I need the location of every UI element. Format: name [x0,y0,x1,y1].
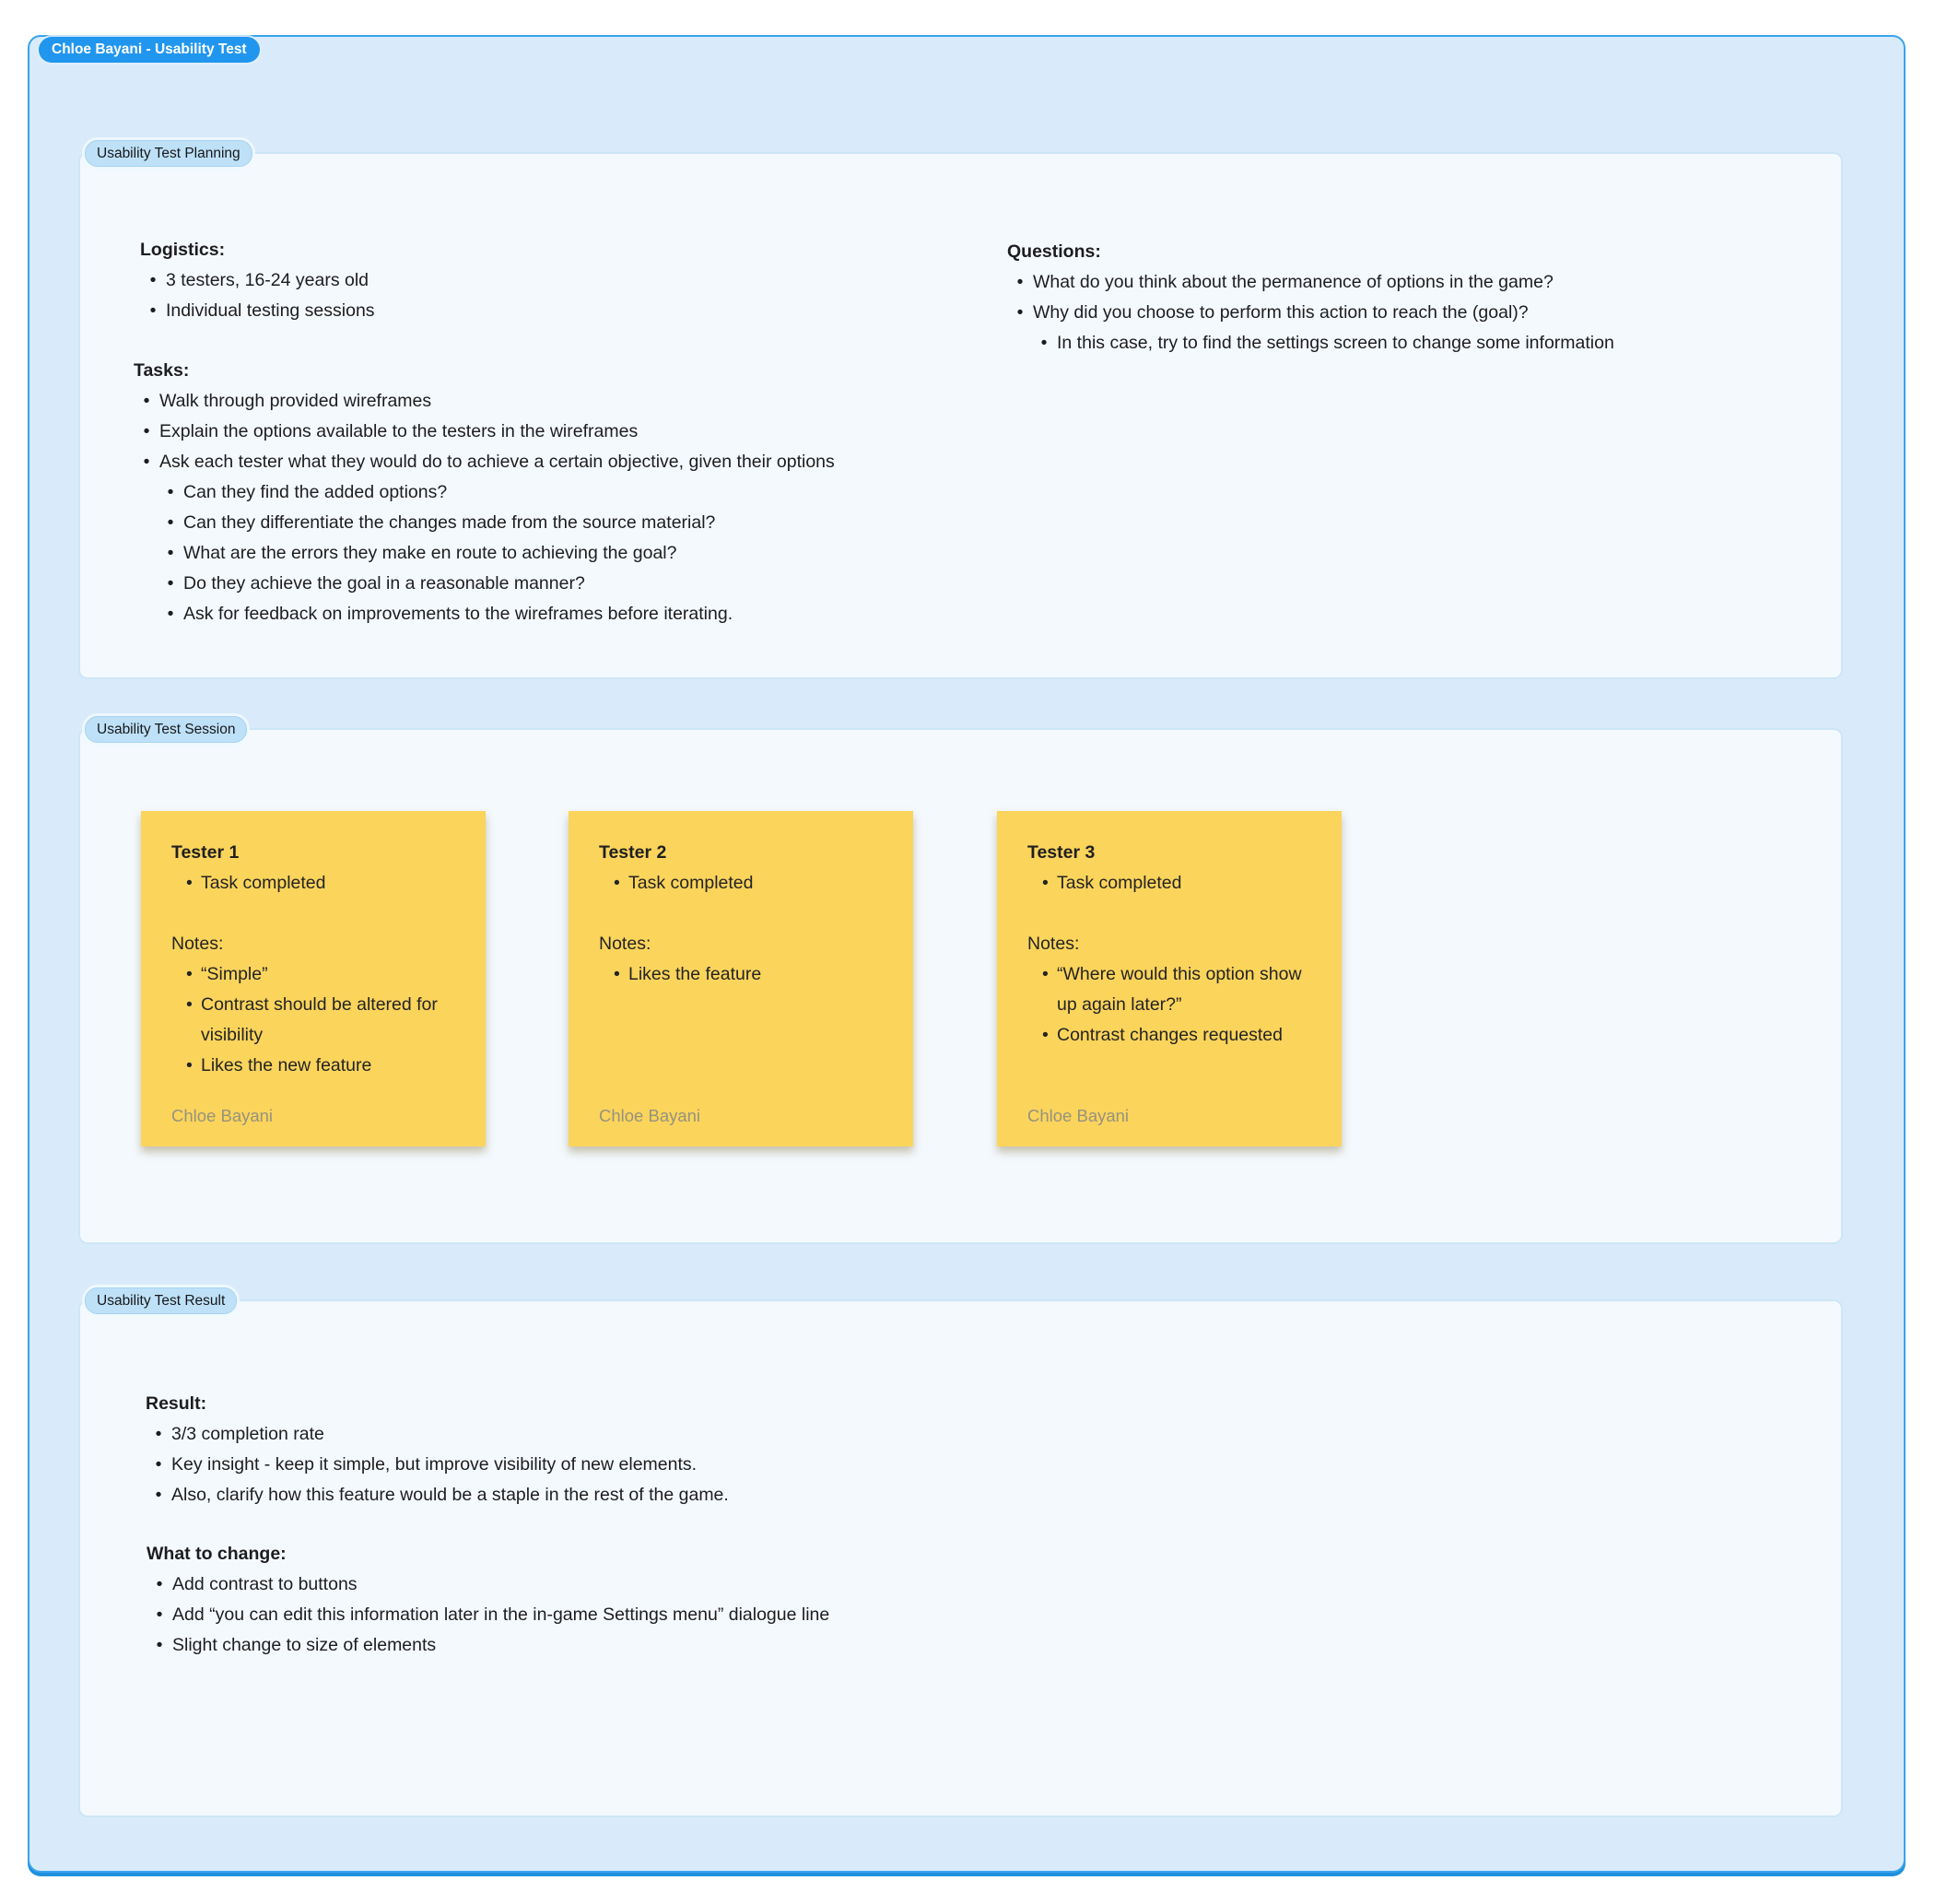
list-item-text: Ask for feedback on improvements to the wireframes before iterating. [183,604,733,624]
bullet-icon [1014,267,1026,298]
bullet-icon [153,1419,164,1450]
list-item-text: Contrast should be altered for visibility [201,994,438,1045]
list-item [146,1450,975,1480]
bullet-icon [154,1630,165,1661]
list-item-text: Slight change to size of elements [172,1635,437,1655]
list-item-text: Contrast changes requested [1057,1025,1283,1045]
bullet-icon [182,959,201,990]
list-item-text: Add “you can edit this information later in the in-game Settings menu” dialogue line [172,1604,830,1625]
logistics-heading: Logistics: [140,240,226,260]
list-item-text: 3/3 completion rate [171,1424,324,1444]
bullet-icon [182,990,201,1020]
sticky-author: Chloe Bayani [599,1106,701,1125]
bullet-icon [165,599,176,629]
bullet-icon [141,386,152,417]
bullet-icon [182,1051,201,1081]
list-item-text: Add contrast to buttons [172,1574,358,1594]
list-item-text: What are the errors they make en route to achieving the goal? [183,543,677,563]
bullet-icon [165,477,176,508]
bullet-icon [1038,1020,1057,1051]
list-item [1007,298,1772,328]
bullet-icon [147,296,158,326]
bullet-icon [610,959,628,990]
logistics-text-block[interactable] [140,235,840,326]
list-item [1007,328,1772,358]
list-item-text: Key insight - keep it simple, but improve visibility of new elements. [171,1454,698,1475]
list-item-text: Task completed [1057,873,1182,893]
sticky-author: Chloe Bayani [1027,1106,1130,1125]
list-item-text: Why did you choose to perform this action to reach the (goal)? [1033,302,1529,323]
tasks-heading: Tasks: [134,360,190,381]
list-item-text: Can they differentiate the changes made from the source material? [183,512,716,533]
sticky-title: Tester 1 [171,842,240,863]
list-item [147,1600,1022,1630]
list-item [599,959,897,990]
section-usability-test-planning[interactable] [78,146,1843,679]
result-text-block[interactable] [146,1389,975,1510]
list-item [140,265,840,296]
what-to-change-heading: What to change: [147,1544,287,1564]
list-item [134,538,981,569]
questions-heading: Questions: [1007,241,1101,262]
list-item [171,990,469,1051]
bullet-icon [1038,959,1057,990]
list-item [134,508,981,538]
list-item [171,868,469,899]
list-item [1027,959,1325,1020]
what-to-change-text-block[interactable] [147,1539,1022,1661]
list-item-text: Ask each tester what they would do to achieve a certain objective, given their options [159,452,835,472]
list-item-text: Walk through provided wireframes [159,391,432,411]
list-item-text: Task completed [628,873,754,893]
whiteboard-frame[interactable] [28,35,1906,1873]
list-item-text: What do you think about the permanence of options in the game? [1033,272,1554,292]
section-label-planning[interactable]: Usability Test Planning [85,140,252,167]
list-item [134,569,981,599]
list-item [134,477,981,508]
section-usability-test-session[interactable] [78,722,1843,1244]
sticky-note-tester-1[interactable] [141,811,486,1146]
sticky-title: Tester 3 [1027,842,1096,863]
notes-heading: Notes: [599,934,651,954]
bullet-icon [154,1569,165,1600]
bullet-icon [165,569,176,599]
bullet-icon [610,868,628,899]
list-item [146,1419,975,1450]
sticky-author: Chloe Bayani [171,1106,274,1125]
notes-heading: Notes: [1027,934,1080,954]
list-item-text: Likes the feature [628,964,762,984]
list-item [599,868,897,899]
list-item [134,417,981,447]
bullet-icon [141,447,152,477]
list-item [171,959,469,990]
list-item [1027,868,1325,899]
sticky-note-tester-3[interactable] [997,811,1342,1146]
bullet-icon [154,1600,165,1630]
bullet-icon [141,417,152,447]
bullet-icon [165,538,176,569]
list-item-text: “Where would this option show up again later?” [1057,964,1302,1015]
list-item [171,1051,469,1081]
sticky-note-tester-2[interactable] [569,811,913,1146]
bullet-icon [153,1480,164,1510]
questions-text-block[interactable] [1007,237,1772,358]
notes-heading: Notes: [171,934,224,954]
list-item [1027,1020,1325,1051]
bullet-icon [165,508,176,538]
bullet-icon [182,868,201,899]
list-item-text: Explain the options available to the testers in the wireframes [159,421,639,441]
list-item [140,296,840,326]
list-item-text: “Simple” [201,964,268,984]
bullet-icon [1038,328,1050,358]
section-label-session[interactable]: Usability Test Session [85,716,247,743]
sticky-title: Tester 2 [599,842,667,863]
list-item-text: Task completed [201,873,326,893]
section-label-result[interactable]: Usability Test Result [85,1287,237,1314]
list-item-text: Can they find the added options? [183,482,448,502]
list-item [134,599,981,629]
list-item [146,1480,975,1510]
list-item [1007,267,1772,298]
list-item [147,1630,1022,1661]
list-item-text: In this case, try to find the settings screen to change some information [1057,333,1614,353]
section-usability-test-result[interactable] [78,1293,1843,1817]
list-item [147,1569,1022,1600]
list-item-text: 3 testers, 16-24 years old [166,270,369,290]
list-item-text: Do they achieve the goal in a reasonable manner? [183,573,585,594]
list-item [134,386,981,417]
bullet-icon [153,1450,164,1480]
board-title-pill[interactable]: Chloe Bayani - Usability Test [39,37,260,63]
bullet-icon [147,265,158,296]
list-item-text: Individual testing sessions [166,300,375,321]
bullet-icon [1014,298,1026,328]
bullet-icon [1038,868,1057,899]
tasks-text-block[interactable] [134,356,981,629]
list-item-text: Also, clarify how this feature would be a staple in the rest of the game. [171,1485,729,1505]
list-item [134,447,981,477]
list-item-text: Likes the new feature [201,1055,372,1075]
result-heading: Result: [146,1393,207,1414]
